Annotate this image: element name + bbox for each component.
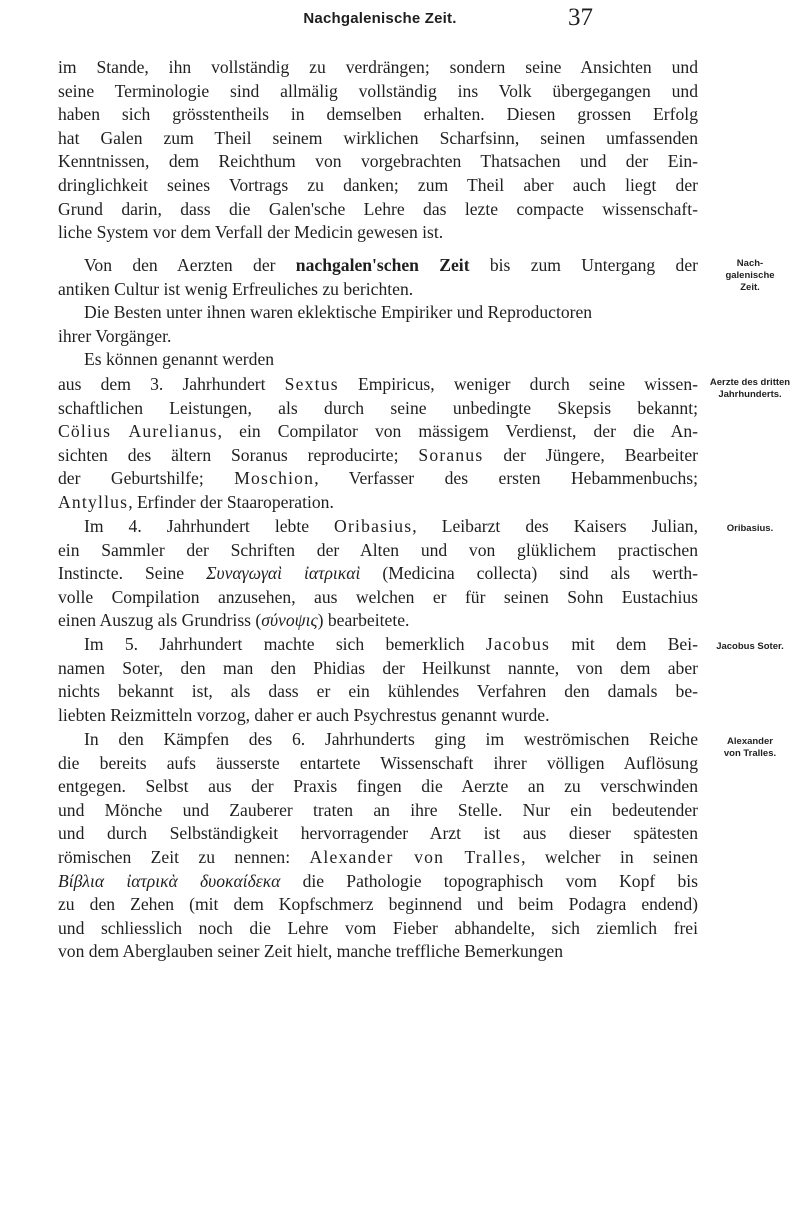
- text-line: Die Besten unter ihnen waren eklektische Empiriker und Reproductoren: [84, 302, 593, 323]
- margin-note-aerzte-dritten-jahrhunderts: [702, 377, 798, 401]
- text-line: aus dem 3. Jahrhundert Sextus Empiricus, weniger durch seine wissen-: [58, 374, 698, 394]
- text-line: volle Compilation anzusehen, aus welchen er für seinen Sohn Eustachius: [58, 586, 698, 607]
- name-alexander: Alexander von Tralles: [309, 846, 522, 867]
- margin-note-oribasius: [702, 523, 798, 535]
- text-line: von dem Aberglauben seiner Zeit hielt, manche treffliche Bemerkungen: [58, 941, 563, 962]
- text-line: In den Kämpfen des 6. Jahrhunderts ging im weströmischen Reiche: [84, 729, 698, 749]
- text-line: nichts bekannt ist, als dass er ein kühlendes Verfahren den damals be-: [58, 681, 698, 702]
- margin-line: Jahrhunderts.: [718, 389, 782, 400]
- paragraph-galen-conclusion: [58, 56, 698, 245]
- name-antyllus: Antyllus: [58, 491, 129, 512]
- text-line: Es können genannt werden: [84, 349, 275, 370]
- margin-line: Zeit.: [740, 282, 760, 293]
- margin-note-jacobus-soter: [702, 641, 798, 653]
- greek-title-biblia: Βίβλια ἰατρικὰ δυοκαίδεκα: [58, 870, 281, 891]
- text-line: und schliesslich noch die Lehre vom Fieber abhandelte, sich ziemlich frei: [58, 917, 698, 938]
- text-line: und Mönche und Zauberer traten an ihre Stelle. Nur ein bedeutender: [58, 799, 698, 820]
- text-line: Βίβλια ἰατρικὰ δυοκαίδεκα die Pathologie topographisch vom Kopf bis: [58, 870, 698, 891]
- text-line: Cölius Aurelianus, ein Compilator von mässigem Verdienst, der die An-: [58, 421, 699, 442]
- margin-line: galenische: [725, 270, 775, 281]
- text-line: hat Galen zum Theil seinem wirklichen Scharfsinn, seinen umfassenden: [58, 127, 698, 148]
- text-line: dringlichkeit seines Vortrags zu danken; zum Theil aber auch liegt der: [58, 174, 698, 195]
- text-line: ihrer Vorgänger.: [58, 325, 172, 346]
- greek-term-synopsis: σύνοψις: [261, 610, 318, 631]
- name-moschion: Moschion: [234, 468, 315, 489]
- text-line: entgegen. Selbst aus der Praxis fingen die Aerzte an zu verschwinden: [58, 776, 698, 797]
- text-line: Von den Aerzten der nachgalen'schen Zeit bis zum Untergang der: [84, 255, 698, 275]
- name-oribasius: Oribasius: [334, 516, 413, 536]
- text-line: antiken Cultur ist wenig Erfreuliches zu berichten.: [58, 278, 414, 299]
- text-line: haben sich grösstentheils in demselben erhalten. Diesen grossen Erfolg: [58, 104, 698, 125]
- paragraph-sixth-century: [58, 728, 698, 964]
- paragraph-nachgalenische-intro: [58, 254, 698, 372]
- margin-line: Alexander: [727, 736, 773, 747]
- margin-note-alexander-von-tralles: [702, 736, 798, 760]
- margin-line: Oribasius.: [726, 523, 774, 534]
- margin-line: Jacobus Soter.: [716, 641, 784, 652]
- running-title: Nachgalenische Zeit.: [303, 10, 457, 27]
- text-line: Antyllus, Erfinder der Staaroperation.: [58, 491, 334, 512]
- text-line: Im 4. Jahrhundert lebte Oribasius, Leibarzt des Kaisers Julian,: [84, 516, 698, 536]
- heading-inline: nachgalen'schen Zeit: [295, 255, 470, 275]
- name-jacobus: Jacobus: [485, 634, 551, 654]
- text-line: und durch Selbständigkeit hervorragender Arzt ist aus dieser spätesten: [58, 823, 698, 844]
- text-line: zu den Zehen (mit dem Kopfschmerz beginnend und beim Podagra endend): [58, 894, 698, 915]
- text-line: namen Soter, den man den Phidias der Heilkunst nannte, von dem aber: [58, 657, 698, 678]
- paragraph-fifth-century: [58, 633, 698, 727]
- text-line: ein Sammler der Schriften der Alten und von glüklichem practischen: [58, 539, 698, 560]
- margin-line: Nach-: [736, 258, 764, 269]
- text-line: sichten des ältern Soranus reproducirte; Soranus der Jüngere, Bearbeiter: [58, 444, 698, 465]
- text-line: im Stande, ihn vollständig zu verdrängen; sondern seine Ansichten und: [58, 57, 698, 77]
- text-line: Grund darin, dass die Galen'sche Lehre das lezte compacte wissenschaft-: [58, 198, 698, 219]
- text-line: Instincte. Seine Συναγωγαὶ ἰατρικαὶ (Medicina collecta) sind als werth-: [58, 563, 698, 584]
- text-line: Kenntnissen, dem Reichthum von vorgebrachten Thatsachen und der Ein-: [58, 151, 698, 172]
- text-line: liebten Reizmitteln vorzog, daher er auch Psychrestus genannt wurde.: [58, 704, 550, 725]
- name-caelius: Cölius Aurelianus: [58, 421, 218, 442]
- text-line: schaftlichen Leistungen, als durch seine unbedingte Skepsis bekannt;: [58, 397, 698, 418]
- name-sextus: Sextus: [284, 374, 339, 394]
- margin-line: Aerzte des dritten: [709, 377, 791, 388]
- paragraph-third-century: [58, 373, 698, 515]
- text-line: einen Auszug als Grundriss (σύνοψις) bearbeitete.: [58, 610, 410, 631]
- text-line: seine Terminologie sind allmälig vollständig ins Volk übergegangen und: [58, 80, 698, 101]
- margin-line: von Tralles.: [723, 748, 777, 759]
- margin-note-nachgalenische-zeit: [702, 258, 798, 294]
- text-line: Im 5. Jahrhundert machte sich bemerklich Jacobus mit dem Bei-: [84, 634, 698, 654]
- text-line: liche System vor dem Verfall der Medicin gewesen ist.: [58, 222, 444, 243]
- page-number: 37: [568, 4, 593, 31]
- name-soranus: Soranus: [418, 444, 484, 465]
- paragraph-fourth-century: [58, 515, 698, 633]
- text-line: römischen Zeit zu nennen: Alexander von Tralles, welcher in seinen: [58, 846, 698, 867]
- greek-title-synagogai: Συναγωγαὶ ἰατρικαὶ: [206, 563, 361, 584]
- text-line: der Geburtshilfe; Moschion, Verfasser des ersten Hebammenbuchs;: [58, 468, 698, 489]
- text-line: die bereits aufs äusserste entartete Wissenschaft ihrer völligen Auflösung: [58, 752, 698, 773]
